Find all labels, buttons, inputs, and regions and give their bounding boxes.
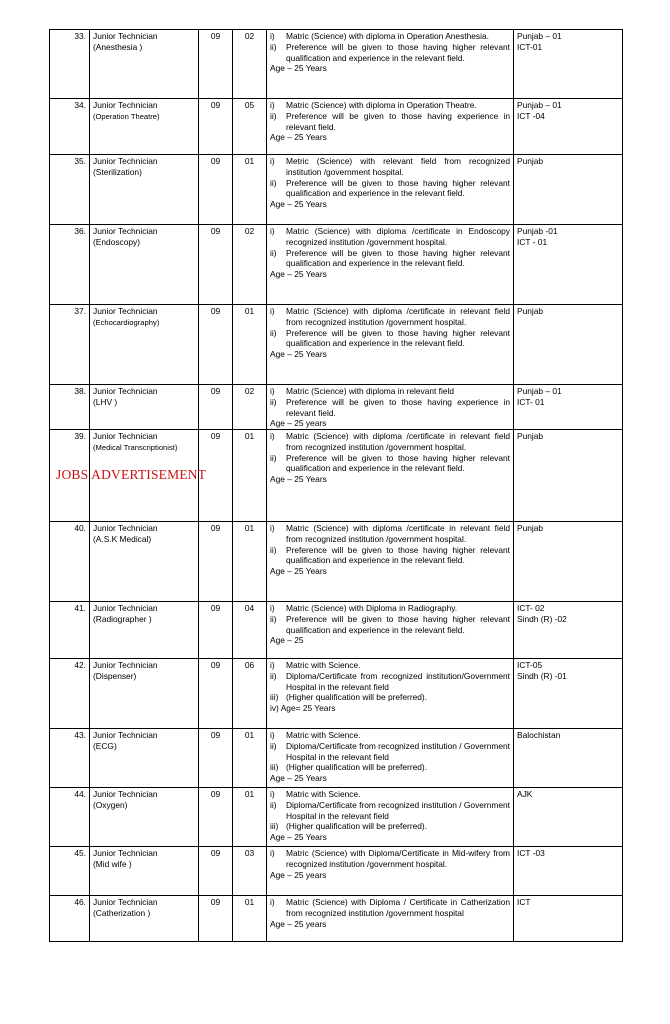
qualification-list [270, 226, 510, 269]
qualification-text: Preference will be given to those having higher relevant qualification and experience in the relevant field. [286, 177, 510, 199]
serial-number: 45. [74, 848, 86, 858]
bps-scale: 09 [210, 31, 221, 41]
bps-scale: 09 [210, 386, 221, 396]
post-title: Junior Technician [93, 789, 158, 799]
age-limit: Age – 25 Years [270, 474, 327, 484]
qualification-item: i) Matric (Science) with diploma /certificate in Endoscopy recognized institution /government hospital. [270, 226, 510, 247]
qualification-cell [267, 522, 514, 602]
posts-count-cell [233, 659, 267, 729]
qualification-item: i) Matric (Science) with diploma in Operation Theatre. [270, 100, 477, 110]
qualification-item: i) Matric with Science. [270, 789, 361, 799]
serial-number-cell [50, 729, 90, 788]
qualification-item: iii) (Higher qualification will be preferred). [270, 692, 428, 703]
qualification-item: ii) Preference will be given to those having higher relevant qualification and experience in the relevant field. [270, 613, 510, 635]
qualification-text: Preference will be given to those having higher relevant qualification and experience in the relevant field. [286, 41, 510, 63]
serial-number-cell [50, 847, 90, 896]
post-specialty: (Echocardiography) [93, 317, 160, 327]
post-title: Junior Technician [93, 848, 158, 858]
qualification-item: ii) Preference will be given to those having higher relevant qualification and experience in the relevant field. [270, 41, 510, 63]
qualification-item: iii) (Higher qualification will be preferred). [270, 762, 428, 773]
serial-number: 44. [74, 789, 86, 799]
post-title: Junior Technician [93, 897, 158, 907]
quota-cell [514, 659, 623, 729]
post-name-cell [90, 602, 199, 659]
quota-cell [514, 430, 623, 522]
post-name-cell [90, 659, 199, 729]
qualification-cell [267, 659, 514, 729]
serial-number: 41. [74, 603, 86, 613]
qualification-list [270, 386, 510, 418]
posts-count: 02 [244, 31, 255, 41]
post-specialty: (Medical Transcriptionist) [93, 442, 178, 452]
qualification-text: Matric (Science) with diploma in Operation Theatre. [286, 100, 477, 110]
qualification-cell [267, 788, 514, 847]
post-specialty: (Oxygen) [93, 799, 128, 810]
posts-count-cell [233, 522, 267, 602]
bps-cell [199, 99, 233, 155]
post-name-cell [90, 225, 199, 305]
posts-count: 03 [244, 848, 255, 858]
serial-number-cell [50, 155, 90, 225]
post-name-cell [90, 847, 199, 896]
bps-cell [199, 602, 233, 659]
quota-cell [514, 896, 623, 942]
qualification-item: ii) Preference will be given to those having higher relevant qualification and experience in the relevant field. [270, 247, 510, 269]
post-title: Junior Technician [93, 386, 158, 396]
serial-number: 39. [74, 431, 86, 441]
age-limit: Age – 25 Years [270, 349, 327, 359]
serial-number: 40. [74, 523, 86, 533]
post-title: Junior Technician [93, 156, 158, 166]
quota-cell [514, 225, 623, 305]
bps-cell [199, 385, 233, 430]
qualification-item: ii) Diploma/Certificate from recognized institution / Government Hospital in the relevant field [270, 740, 510, 762]
quota-cell [514, 305, 623, 385]
table-row [50, 602, 623, 659]
post-title: Junior Technician [93, 100, 158, 110]
qualification-item: ii) Preference will be given to those having experience in relevant field. [270, 110, 510, 132]
quota-cell [514, 729, 623, 788]
post-specialty: (LHV ) [93, 396, 118, 407]
qualification-list [270, 660, 510, 703]
bps-scale: 09 [210, 100, 221, 110]
bps-scale: 09 [210, 789, 221, 799]
qualification-text: Matric with Science. [286, 660, 361, 670]
qualification-text: Preference will be given to those having higher relevant qualification and experience in the relevant field. [286, 327, 510, 349]
post-specialty: (Sterilization) [93, 166, 142, 177]
post-name-cell [90, 99, 199, 155]
table-row [50, 30, 623, 99]
qualification-item: i) Matric (Science) with Diploma/Certificate in Mid-wifery from recognized institution /government hospital. [270, 848, 510, 869]
qualification-text: Matric with Science. [286, 789, 361, 799]
posts-count-cell [233, 847, 267, 896]
qualification-cell [267, 155, 514, 225]
qualification-text: (Higher qualification will be preferred). [286, 692, 428, 703]
post-specialty: (Catherization ) [93, 907, 151, 918]
qualification-item: i) Matric (Science) with diploma in Operation Anesthesia. [270, 31, 489, 41]
post-specialty: (Radiographer ) [93, 613, 152, 624]
age-limit: iv) Age= 25 Years [270, 703, 336, 713]
qualification-item: i) Matric with Science. [270, 660, 361, 670]
bps-cell [199, 155, 233, 225]
age-limit: Age – 25 years [270, 918, 327, 929]
age-limit: Age – 25 years [270, 418, 327, 429]
quota-text: Balochistan [517, 730, 561, 740]
qualification-text: Preference will be given to those having higher relevant qualification and experience in the relevant field. [286, 452, 510, 474]
posts-count: 01 [244, 730, 255, 740]
qualification-item: ii) Preference will be given to those having higher relevant qualification and experience in the relevant field. [270, 177, 510, 199]
qualification-item: ii) Diploma/Certificate from recognized institution/Government Hospital in the relevant field [270, 670, 510, 692]
qualification-text: Diploma/Certificate from recognized institution / Government Hospital in the relevant field [286, 740, 510, 762]
qualification-text: Matric (Science) with Diploma/Certificate in Mid-wifery from recognized institution /government hospital. [286, 848, 510, 869]
qualification-cell [267, 385, 514, 430]
qualification-text: (Higher qualification will be preferred). [286, 762, 428, 773]
posts-count: 01 [244, 431, 255, 441]
serial-number: 37. [74, 306, 86, 316]
qualification-text: Diploma/Certificate from recognized institution/Government Hospital in the relevant field [286, 670, 510, 692]
qualification-text: Matric (Science) with Diploma in Radiography. [286, 603, 458, 613]
serial-number: 43. [74, 730, 86, 740]
post-name-cell [90, 729, 199, 788]
qualification-item: i) Matric (Science) with Diploma in Radiography. [270, 603, 458, 613]
serial-number: 33. [74, 31, 86, 41]
post-title: Junior Technician [93, 730, 158, 740]
table-row [50, 896, 623, 942]
quota-text: Punjab – 01 ICT- 01 [517, 386, 562, 407]
serial-number: 38. [74, 386, 86, 396]
table-row [50, 729, 623, 788]
age-limit: Age – 25 years [270, 869, 327, 880]
post-name-cell [90, 522, 199, 602]
post-title: Junior Technician [93, 431, 158, 441]
quota-text: Punjab – 01 ICT -04 [517, 100, 562, 121]
quota-cell [514, 847, 623, 896]
qualification-item: i) Metric (Science) with relevant field from recognized institution /government hospital. [270, 156, 510, 177]
qualification-text: Preference will be given to those having experience in relevant field. [286, 396, 510, 418]
qualification-text: Metric (Science) with relevant field from recognized institution /government hospital. [286, 156, 510, 177]
qualification-cell [267, 430, 514, 522]
serial-number: 35. [74, 156, 86, 166]
bps-scale: 09 [210, 730, 221, 740]
qualification-text: Matric (Science) with Diploma / Certificate in Catherization from recognized institution /government hospital [286, 897, 510, 918]
age-limit: Age – 25 Years [270, 132, 327, 143]
qualification-list [270, 100, 510, 132]
post-name-cell [90, 788, 199, 847]
posts-count-cell [233, 225, 267, 305]
qualification-cell [267, 99, 514, 155]
quota-text: ICT-05 Sindh (R) -01 [517, 660, 567, 681]
posts-count-cell [233, 430, 267, 522]
age-limit: Age – 25 Years [270, 773, 327, 783]
qualification-item: ii) Preference will be given to those having higher relevant qualification and experience in the relevant field. [270, 327, 510, 349]
age-limit: Age – 25 Years [270, 199, 327, 209]
post-title: Junior Technician [93, 306, 158, 316]
qualification-list [270, 848, 510, 870]
bps-cell [199, 847, 233, 896]
serial-number: 46. [74, 897, 86, 907]
serial-number-cell [50, 30, 90, 99]
serial-number-cell [50, 305, 90, 385]
bps-scale: 09 [210, 523, 221, 533]
quota-text: Punjab [517, 431, 544, 441]
quota-cell [514, 155, 623, 225]
qualification-text: Preference will be given to those having higher relevant qualification and experience in the relevant field. [286, 247, 510, 269]
qualification-text: Diploma/Certificate from recognized institution / Government Hospital in the relevant field [286, 799, 510, 821]
qualification-list [270, 730, 510, 773]
table-row [50, 155, 623, 225]
bps-cell [199, 225, 233, 305]
serial-number-cell [50, 659, 90, 729]
qualification-cell [267, 896, 514, 942]
qualification-list [270, 603, 510, 635]
quota-text: ICT -03 [517, 848, 545, 858]
post-specialty: (A.S.K Medical) [93, 533, 152, 544]
qualification-cell [267, 30, 514, 99]
post-specialty: (Dispenser) [93, 670, 137, 681]
jobs-table-body [50, 30, 623, 942]
table-row [50, 385, 623, 430]
posts-count: 04 [244, 603, 255, 613]
qualification-item: ii) Preference will be given to those having higher relevant qualification and experience in the relevant field. [270, 544, 510, 566]
qualification-cell [267, 225, 514, 305]
serial-number-cell [50, 788, 90, 847]
quota-text: Punjab -01 ICT - 01 [517, 226, 558, 247]
bps-cell [199, 522, 233, 602]
qualification-item: ii) Preference will be given to those having experience in relevant field. [270, 396, 510, 418]
qualification-list [270, 789, 510, 832]
posts-count-cell [233, 729, 267, 788]
table-row [50, 99, 623, 155]
bps-scale: 09 [210, 156, 221, 166]
bps-cell [199, 305, 233, 385]
bps-scale: 09 [210, 306, 221, 316]
table-row [50, 305, 623, 385]
serial-number: 42. [74, 660, 86, 670]
posts-count-cell [233, 385, 267, 430]
bps-cell [199, 896, 233, 942]
serial-number-cell [50, 896, 90, 942]
bps-cell [199, 729, 233, 788]
table-row [50, 522, 623, 602]
qualification-item: ii) Preference will be given to those having higher relevant qualification and experience in the relevant field. [270, 452, 510, 474]
serial-number-cell [50, 602, 90, 659]
qualification-cell [267, 847, 514, 896]
bps-scale: 09 [210, 660, 221, 670]
serial-number-cell [50, 225, 90, 305]
post-specialty: (Anesthesia ) [93, 41, 143, 52]
posts-count: 05 [244, 100, 255, 110]
serial-number-cell [50, 385, 90, 430]
post-name-cell [90, 30, 199, 99]
posts-count: 02 [244, 226, 255, 236]
qualification-cell [267, 305, 514, 385]
posts-count-cell [233, 788, 267, 847]
serial-number-cell [50, 522, 90, 602]
age-limit: Age – 25 [270, 635, 304, 646]
qualification-list [270, 897, 510, 919]
qualification-text: Preference will be given to those having experience in relevant field. [286, 110, 510, 132]
qualification-item: i) Matric (Science) with diploma in relevant field [270, 386, 455, 396]
quota-text: ICT- 02 Sindh (R) -02 [517, 603, 567, 624]
posts-count: 01 [244, 306, 255, 316]
qualification-cell [267, 729, 514, 788]
quota-cell [514, 30, 623, 99]
post-title: Junior Technician [93, 660, 158, 670]
posts-count-cell [233, 305, 267, 385]
quota-cell [514, 385, 623, 430]
posts-count-cell [233, 99, 267, 155]
bps-cell [199, 659, 233, 729]
qualification-text: Preference will be given to those having higher relevant qualification and experience in the relevant field. [286, 544, 510, 566]
table-row [50, 659, 623, 729]
quota-text: ICT [517, 897, 531, 907]
post-title: Junior Technician [93, 226, 158, 236]
serial-number: 36. [74, 226, 86, 236]
post-title: Junior Technician [93, 523, 158, 533]
post-name-cell [90, 155, 199, 225]
bps-scale: 09 [210, 848, 221, 858]
table-row [50, 847, 623, 896]
watermark-text: JOBS ADVERTISEMENT [56, 467, 207, 482]
post-name-cell [90, 896, 199, 942]
qualification-list [270, 31, 510, 63]
post-specialty: (Endoscopy) [93, 236, 141, 247]
posts-count-cell [233, 155, 267, 225]
post-specialty: (ECG) [93, 740, 117, 751]
qualification-list [270, 431, 510, 474]
age-limit: Age – 25 Years [270, 63, 327, 74]
jobs-table [49, 29, 623, 942]
posts-count: 01 [244, 789, 255, 799]
quota-text: Punjab [517, 156, 544, 166]
table-row [50, 225, 623, 305]
post-title: Junior Technician [93, 603, 158, 613]
qualification-text: Matric (Science) with diploma /certificate in Endoscopy recognized institution /government hospital. [286, 226, 510, 247]
post-name-cell [90, 305, 199, 385]
post-specialty: (Mid wife ) [93, 858, 132, 869]
qualification-list [270, 156, 510, 199]
qualification-item: ii) Diploma/Certificate from recognized institution / Government Hospital in the relevant field [270, 799, 510, 821]
qualification-text: (Higher qualification will be preferred). [286, 821, 428, 832]
qualification-item: i) Matric (Science) with diploma /certificate in relevant field from recognized institution /government hospital. [270, 306, 510, 327]
age-limit: Age – 25 Years [270, 832, 327, 842]
posts-count: 06 [244, 660, 255, 670]
qualification-item: i) Matric (Science) with Diploma / Certificate in Catherization from recognized institution /government hospital [270, 897, 510, 918]
bps-scale: 09 [210, 431, 221, 441]
quota-cell [514, 522, 623, 602]
bps-cell [199, 30, 233, 99]
post-specialty: (Operation Theatre) [93, 111, 160, 121]
bps-scale: 09 [210, 897, 221, 907]
quota-text: AJK [517, 789, 533, 799]
qualification-item: iii) (Higher qualification will be preferred). [270, 821, 428, 832]
posts-count-cell [233, 602, 267, 659]
table-row [50, 788, 623, 847]
qualification-text: Matric (Science) with diploma /certificate in relevant field from recognized institution /government hospital. [286, 523, 510, 544]
qualification-item: i) Matric with Science. [270, 730, 361, 740]
posts-count: 01 [244, 523, 255, 533]
qualification-text: Matric (Science) with diploma /certificate in relevant field from recognized institution /government hospital. [286, 306, 510, 327]
post-title: Junior Technician [93, 31, 158, 41]
qualification-cell [267, 602, 514, 659]
bps-scale: 09 [210, 226, 221, 236]
post-name-cell [90, 385, 199, 430]
qualification-text: Preference will be given to those having higher relevant qualification and experience in the relevant field. [286, 613, 510, 635]
qualification-text: Matric (Science) with diploma /certificate in relevant field from recognized institution /government hospital. [286, 431, 510, 452]
qualification-list [270, 306, 510, 349]
serial-number-cell [50, 99, 90, 155]
qualification-text: Matric with Science. [286, 730, 361, 740]
bps-scale: 09 [210, 603, 221, 613]
qualification-text: Matric (Science) with diploma in relevant field [286, 386, 455, 396]
serial-number: 34. [74, 100, 86, 110]
age-limit: Age – 25 Years [270, 269, 327, 279]
qualification-text: Matric (Science) with diploma in Operation Anesthesia. [286, 31, 489, 41]
posts-count: 02 [244, 386, 255, 396]
qualification-item: i) Matric (Science) with diploma /certificate in relevant field from recognized institution /government hospital. [270, 523, 510, 544]
bps-cell [199, 788, 233, 847]
quota-cell [514, 602, 623, 659]
posts-count: 01 [244, 897, 255, 907]
qualification-item: i) Matric (Science) with diploma /certificate in relevant field from recognized institution /government hospital. [270, 431, 510, 452]
quota-text: Punjab [517, 523, 544, 533]
age-limit: Age – 25 Years [270, 566, 327, 576]
quota-cell [514, 788, 623, 847]
posts-count: 01 [244, 156, 255, 166]
qualification-list [270, 523, 510, 566]
quota-text: Punjab [517, 306, 544, 316]
posts-count-cell [233, 30, 267, 99]
posts-count-cell [233, 896, 267, 942]
quota-cell [514, 99, 623, 155]
quota-text: Punjab – 01 ICT-01 [517, 31, 562, 52]
